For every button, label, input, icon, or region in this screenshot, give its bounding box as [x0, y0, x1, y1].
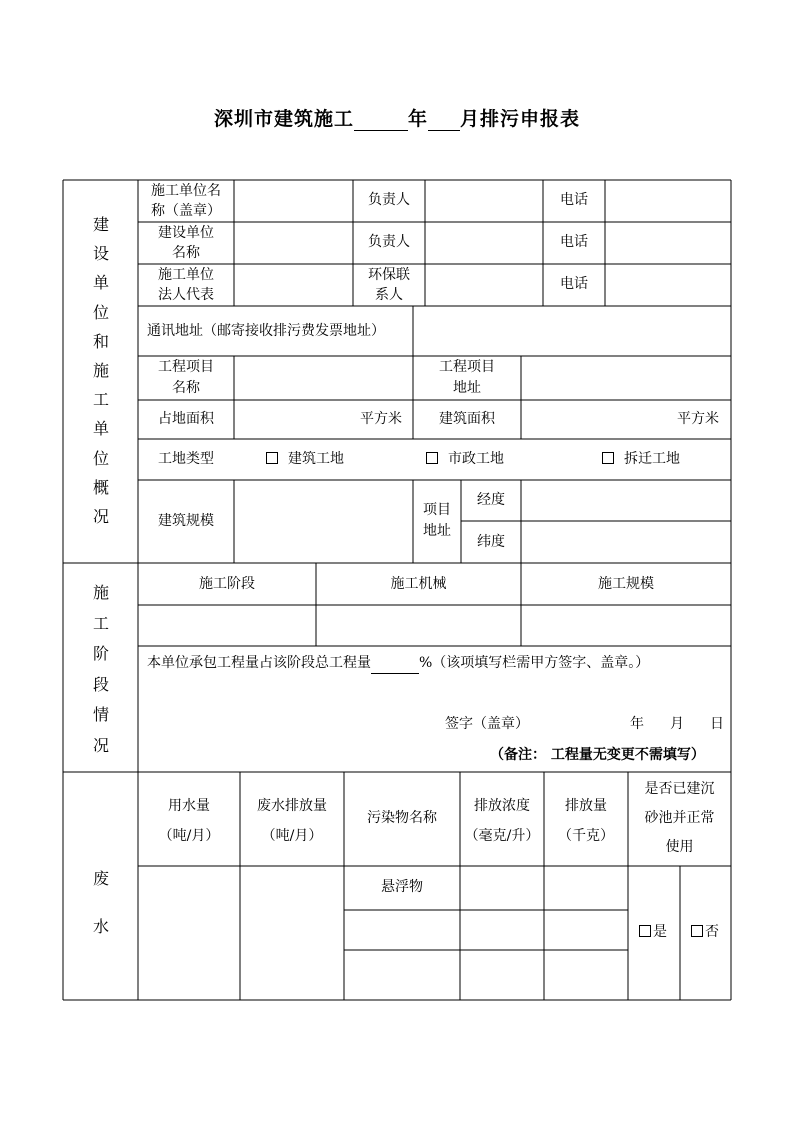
heading-char: 工: [92, 613, 109, 633]
col-machinery-header: 施工机械: [390, 576, 447, 592]
label-line: 称（盖章）: [151, 203, 221, 219]
heading-char: 设: [92, 244, 109, 264]
sign-year: 年: [630, 716, 644, 732]
title-suffix: 月排污申报表: [460, 108, 581, 130]
title-year: 年: [407, 108, 428, 130]
heading-char: 单: [92, 273, 109, 293]
option-label: 是: [653, 924, 667, 940]
heading-char: 况: [92, 735, 109, 755]
share-text: 本单位承包工程量占该阶段总工程量: [147, 655, 371, 671]
label-line: 地址: [423, 523, 451, 539]
sign-month: 月: [670, 716, 684, 732]
label-line: 建设单位: [158, 225, 214, 241]
longitude-label: 经度: [477, 492, 505, 508]
heading-char: 阶: [92, 644, 109, 663]
phone-label-1: 电话: [560, 192, 588, 208]
checkbox[interactable]: [602, 452, 614, 464]
heading-char: 单: [92, 419, 109, 439]
water-use-header: [138, 791, 240, 851]
title-prefix: 深圳市建筑施工: [213, 108, 354, 130]
heading-char: 建: [92, 215, 109, 234]
label-line: 系人: [375, 287, 403, 303]
share-percent-blank[interactable]: [371, 658, 419, 674]
phone-label-2: 电话: [560, 234, 588, 250]
tank-no-option[interactable]: [691, 922, 719, 943]
heading-char: 施: [92, 361, 109, 381]
label-line: 使用: [665, 839, 694, 855]
label-line: （毫克/升）: [464, 828, 540, 844]
label-line: 用水量: [168, 798, 210, 814]
label-line: 废水排放量: [257, 798, 327, 814]
col-scale-header: 施工规模: [598, 576, 654, 592]
label-line: 施工单位名: [151, 183, 221, 199]
option-label: 市政工地: [448, 451, 504, 467]
checkbox[interactable]: [639, 925, 651, 937]
heading-char: 段: [92, 674, 109, 694]
address-label: 通讯地址（邮寄接收排污费发票地址）: [147, 323, 385, 339]
label-line: 是否已建沉: [644, 781, 715, 797]
checkbox[interactable]: [691, 925, 703, 937]
land-area-label: 占地面积: [158, 411, 214, 427]
heading-char: 位: [92, 448, 109, 468]
discharge-amount-header: [544, 791, 628, 851]
wastewater-discharge-header: [240, 791, 344, 851]
label-line: （吨/月）: [158, 828, 220, 844]
checkbox[interactable]: [266, 452, 278, 464]
construction-unit-label: [138, 181, 234, 221]
label-line: 项目: [423, 502, 451, 518]
label-line: 法人代表: [158, 287, 214, 303]
pollutant-header: 污染物名称: [367, 810, 437, 826]
share-note: %（该项填写栏需甲方签字、盖章。）: [419, 655, 650, 671]
site-option-municipal[interactable]: [426, 449, 504, 470]
building-scale-label: 建筑规模: [158, 513, 214, 529]
share-statement: [147, 653, 649, 674]
heading-char: 废: [92, 869, 109, 888]
section3-heading: [89, 855, 113, 951]
heading-char: 概: [92, 477, 109, 497]
sign-day: 日: [710, 716, 724, 732]
checkbox[interactable]: [426, 452, 438, 464]
option-label: 建筑工地: [288, 451, 344, 467]
option-label: 否: [705, 924, 719, 940]
project-address-label: [413, 357, 521, 399]
label-line: （吨/月）: [261, 828, 323, 844]
label-line: 环保联: [368, 267, 410, 283]
label-line: 排放量: [565, 798, 607, 814]
site-option-building[interactable]: [266, 449, 344, 470]
site-type-label: 工地类型: [158, 451, 214, 467]
suspended-solids-label: 悬浮物: [381, 879, 423, 895]
option-label: 拆迁工地: [624, 451, 680, 467]
heading-char: 施: [92, 583, 109, 602]
label-line: 地址: [453, 380, 481, 396]
label-line: 名称: [172, 245, 200, 261]
label-line: 名称: [172, 380, 200, 396]
person-in-charge-label-1: 负责人: [368, 192, 410, 208]
signature-label: 签字（盖章）: [445, 716, 529, 732]
env-contact-label: [353, 265, 425, 305]
builder-unit-label: [138, 223, 234, 263]
building-area-label: 建筑面积: [439, 411, 495, 427]
heading-char: 况: [92, 507, 109, 527]
heading-char: 工: [92, 390, 109, 410]
tank-yes-option[interactable]: [639, 922, 667, 943]
label-line: 排放浓度: [474, 798, 530, 814]
settling-tank-header: [628, 775, 731, 862]
label-line: （千克）: [558, 828, 614, 844]
latitude-label: 纬度: [477, 534, 505, 550]
site-option-demolition[interactable]: [602, 449, 680, 470]
col-stage-header: 施工阶段: [199, 576, 255, 592]
label-line: 工程项目: [439, 359, 495, 375]
heading-char: 情: [92, 705, 109, 724]
heading-char: 和: [92, 331, 109, 351]
label-line: 施工单位: [158, 267, 214, 283]
heading-char: 水: [92, 917, 109, 936]
concentration-header: [460, 791, 544, 851]
remark-note: （备注： 工程量无变更不需填写）: [490, 747, 705, 763]
section2-heading: [89, 578, 113, 761]
legal-rep-label: [138, 265, 234, 305]
phone-label-3: 电话: [560, 276, 588, 292]
item-address-label: [413, 500, 461, 542]
label-line: 工程项目: [158, 359, 214, 375]
land-area-unit: 平方米: [360, 411, 402, 427]
label-line: 砂池并正常: [644, 810, 715, 826]
heading-char: 位: [92, 302, 109, 322]
building-area-unit: 平方米: [677, 411, 719, 427]
person-in-charge-label-2: 负责人: [368, 234, 410, 250]
project-name-label: [138, 357, 234, 399]
section1-heading: [89, 210, 113, 531]
